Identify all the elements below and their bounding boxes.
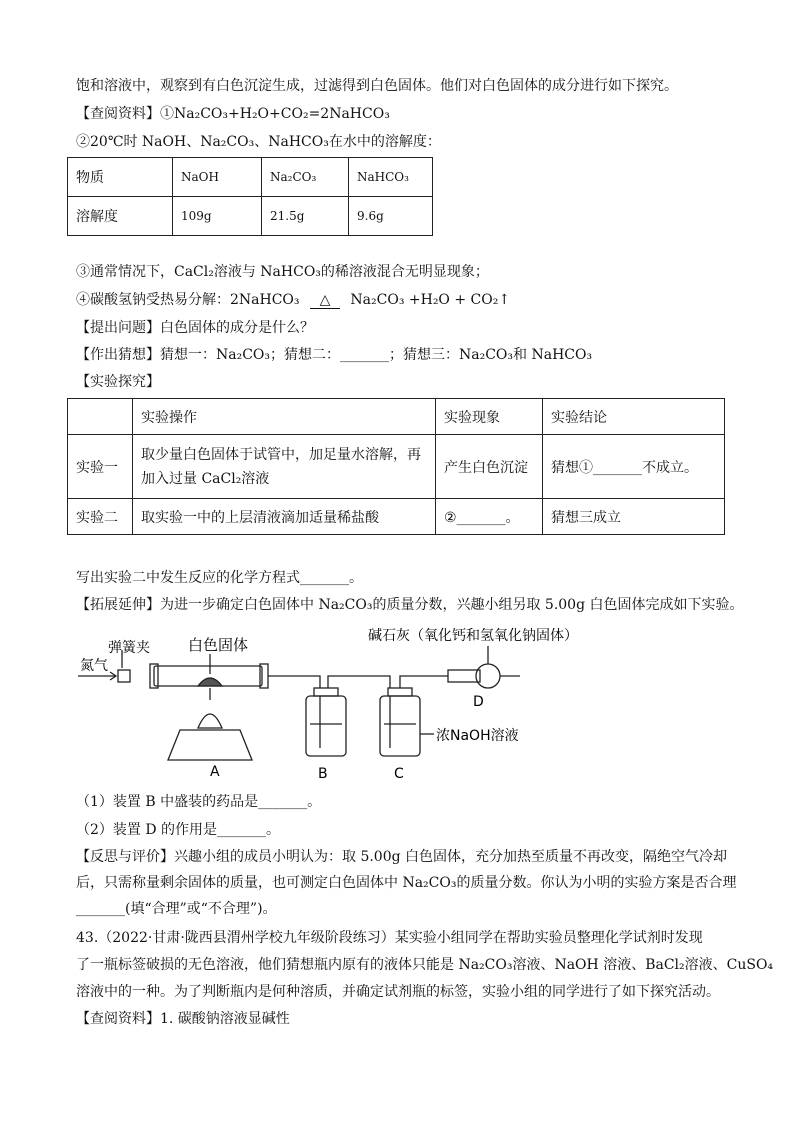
clip-label: 弹簧夹	[108, 640, 150, 656]
apparatus-diagram	[70, 620, 578, 785]
table-cell: 猜想①_______不成立。	[543, 435, 725, 499]
reference-1: 【查阅资料】①Na₂CO₃+H₂O+CO₂=2NaHCO₃	[76, 106, 390, 122]
table-cell: 实验一	[68, 435, 133, 499]
stand-base	[168, 730, 252, 760]
table-row	[68, 499, 725, 535]
naoh-label: 浓NaOH溶液	[436, 728, 519, 744]
table-cell	[68, 399, 133, 435]
reference-4	[76, 290, 510, 310]
alcohol-lamp	[198, 714, 222, 728]
bottle-c-stopper	[388, 688, 412, 696]
label-c: C	[394, 766, 404, 782]
pipe-b-c	[328, 676, 390, 688]
q43-line-4: 【查阅资料】1. 碳酸钠溶液显碱性	[76, 1011, 290, 1027]
extension: 【拓展延伸】为进一步确定白色固体中 Na₂CO₃的质量分数，兴趣小组另取 5.00g 白色固体完成如下实验。	[76, 597, 744, 613]
label-d: D	[473, 694, 484, 710]
table-cell: 实验结论	[543, 399, 725, 435]
table-row	[68, 399, 725, 435]
table-cell: 9.6g	[349, 197, 433, 236]
table-cell: NaOH	[173, 158, 262, 197]
operation-line: 加入过量 CaCl₂溶液	[141, 470, 270, 487]
lime-label: 碱石灰（氧化钙和氢氧化钠固体）	[368, 628, 578, 644]
table-cell: 产生白色沉淀	[436, 435, 543, 499]
table-cell: 物质	[68, 158, 173, 197]
table-cell: 109g	[173, 197, 262, 236]
bottle-c	[380, 696, 420, 756]
table-cell: 取实验一中的上层清液滴加适量稀盐酸	[133, 499, 436, 535]
table-cell: 实验操作	[133, 399, 436, 435]
white-solid	[198, 678, 222, 686]
ref4-right: Na₂CO₃ +H₂O + CO₂↑	[350, 292, 511, 308]
nitrogen-label: 氮气	[80, 658, 108, 674]
table-row	[68, 435, 725, 499]
pipe-a-b	[268, 676, 320, 688]
reference-3: ③通常情况下，CaCl₂溶液与 NaHCO₃的稀溶液混合无明显现象；	[76, 264, 489, 280]
intro-paragraph: 饱和溶液中，观察到有白色沉淀生成，过滤得到白色固体。他们对白色固体的成分进行如下探究。	[76, 78, 678, 94]
experiment-table	[67, 398, 725, 535]
reflection-3: _______(填“合理”或“不合理”)。	[76, 901, 277, 917]
bottle-b-stopper	[314, 688, 338, 696]
table-cell: Na₂CO₃	[262, 158, 349, 197]
table-cell: 实验二	[68, 499, 133, 535]
table-cell	[133, 435, 436, 499]
table-row	[68, 158, 433, 197]
drying-tube	[448, 670, 480, 682]
table-cell: 溶解度	[68, 197, 173, 236]
explore-heading: 【实验探究】	[76, 374, 160, 390]
table-cell: 21.5g	[262, 197, 349, 236]
ref4-left: ④碳酸氢钠受热易分解：2NaHCO₃	[76, 292, 300, 308]
reference-2: ②20℃时 NaOH、Na₂CO₃、NaHCO₃在水中的溶解度：	[76, 134, 441, 150]
question: 【提出问题】白色固体的成分是什么？	[76, 320, 314, 336]
pipe-c-d	[400, 676, 448, 688]
solid-label: 白色固体	[188, 636, 249, 654]
table-cell: 实验现象	[436, 399, 543, 435]
equation-line: 写出实验二中发生反应的化学方程式_______。	[76, 570, 363, 586]
label-b: B	[318, 766, 328, 782]
bottle-b	[306, 696, 346, 756]
question-2: （2）装置 D 的作用是_______。	[76, 822, 281, 838]
tube-stopper-right	[260, 664, 268, 688]
q43-line-1: 43.（2022·甘肃·陇西县渭州学校九年级阶段练习）某实验小组同学在帮助实验员整理化学试剂时发现	[76, 930, 703, 946]
heat-condition: △	[310, 292, 340, 309]
table-cell: ②_______。	[436, 499, 543, 535]
operation-line: 取少量白色固体于试管中，加足量水溶解，再	[141, 446, 421, 463]
spring-clip	[118, 670, 130, 682]
q43-line-3: 溶液中的一种。为了判断瓶内是何种溶质，并确定试剂瓶的标签，实验小组的同学进行了如下探究活动。	[76, 984, 720, 1000]
hypothesis: 【作出猜想】猜想一：Na₂CO₃；猜想二：_______；猜想三：Na₂CO₃和 NaHCO₃	[76, 347, 593, 363]
solubility-table	[67, 157, 433, 236]
table-cell: 猜想三成立	[543, 499, 725, 535]
table-row	[68, 197, 433, 236]
question-1: （1）装置 B 中盛装的药品是_______。	[76, 794, 322, 810]
label-a: A	[210, 764, 220, 780]
table-cell: NaHCO₃	[349, 158, 433, 197]
reflection-1: 【反思与评价】兴趣小组的成员小明认为：取 5.00g 白色固体，充分加热至质量不再改变，隔绝空气冷却	[76, 849, 728, 865]
q43-line-2: 了一瓶标签破损的无色溶液，他们猜想瓶内原有的液体只能是 Na₂CO₃溶液、NaOH 溶液、BaCl₂溶液、CuSO₄	[76, 957, 774, 973]
reflection-2: 后，只需称量剩余固体的质量，也可测定白色固体中 Na₂CO₃的质量分数。你认为小明的实验方案是否合理	[76, 875, 737, 891]
